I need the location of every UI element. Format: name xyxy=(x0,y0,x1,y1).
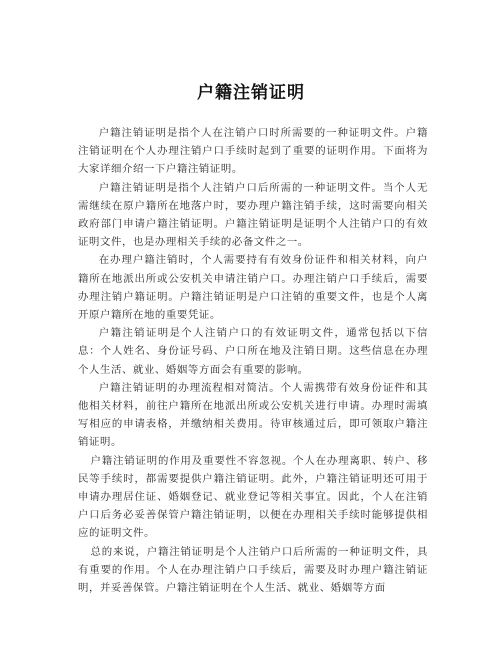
paragraph-7: 总的来说，户籍注销证明是个人注销户口后所需的一种证明文件，具有重要的作用。个人在办理注销户口手续后，需要及时办理户籍注销证明，并妥善保管。户籍注销证明在个人生活、就业、婚姻等方面 xyxy=(78,545,428,595)
paragraph-2: 户籍注销证明是指个人注销户口后所需的一种证明文件。当个人无需继续在原户籍所在地落户时，要办理户籍注销手续，这时需要向相关政府部门申请户籍注销证明。户籍注销证明是证明个人注销户口的有效证明文件，也是办理相关手续的必备文件之一。 xyxy=(78,181,428,249)
paragraph-6: 户籍注销证明的作用及重要性不容忽视。个人在办理离职、转户、移民等手续时，都需要提供户籍注销证明。此外，户籍注销证明还可用于申请办理居住证、婚姻登记、就业登记等相关事宜。因此，个人在注销户口后务必妥善保管户籍注销证明，以便在办理相关手续时能够提供相应的证明文件。 xyxy=(78,454,428,540)
document-body xyxy=(78,124,428,597)
paragraph-1: 户籍注销证明是指个人在注销户口时所需要的一种证明文件。户籍注销证明在个人办理注销户口手续时起到了重要的证明作用。下面将为大家详细介绍一下户籍注销证明。 xyxy=(78,127,428,176)
paragraph-4: 户籍注销证明是个人注销户口的有效证明文件，通常包括以下信息：个人姓名、身份证号码、户口所在地及注销日期。这些信息在办理个人生活、就业、婚姻等方面会有重要的影响。 xyxy=(78,327,428,376)
paragraph-3: 在办理户籍注销时，个人需要持有有效身份证件和相关材料，向户籍所在地派出所或公安机关申请注销户口。办理注销户口手续后，需要办理注销户籍证明。户籍注销证明是户口注销的重要文件，也是个人离开原户籍所在地的重要凭证。 xyxy=(78,254,428,322)
document-title: 户籍注销证明 xyxy=(197,83,305,103)
paragraph-5: 户籍注销证明的办理流程相对简洁。个人需携带有效身份证件和其他相关材料，前往户籍所在地派出所或公安机关进行申请。办理时需填写相应的申请表格，并缴纳相关费用。待审核通过后，即可领取户籍注销证明。 xyxy=(78,381,428,449)
